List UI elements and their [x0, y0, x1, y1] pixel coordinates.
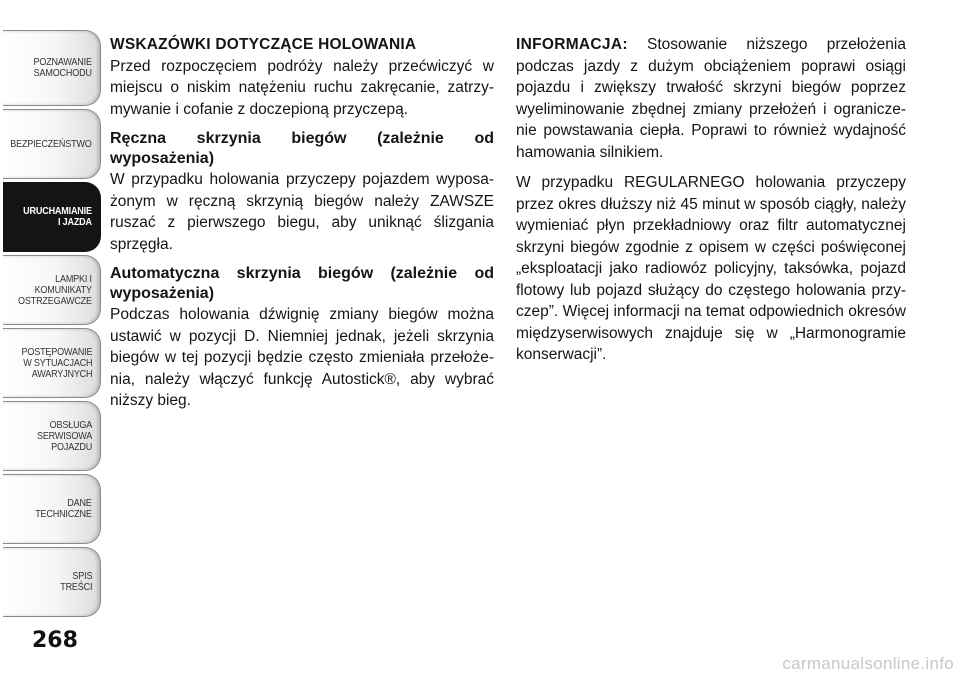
tab-label: LAMPKI I KOMUNIKATY OSTRZEGAWCZE [18, 272, 92, 307]
tab-postepowanie-awaryjne[interactable] [3, 328, 101, 398]
chapter-tabs [0, 0, 104, 678]
automatic-gearbox-paragraph: Podczas holowania dźwignię zmiany biegów można ustawić w pozycji D. Niemniej jednak, jeżeli skrzynia biegów w tej pozycji będzie często zmieniała przełożenia, należy włączyć funkcję Autostick®, aby wybrać niższy bieg. [110, 306, 494, 409]
right-column [516, 34, 906, 366]
watermark: carmanualsonline.info [782, 654, 954, 673]
left-column [110, 34, 494, 412]
page-number: 268 [32, 628, 78, 653]
tab-label: OBSŁUGA SERWISOWA POJAZDU [36, 418, 92, 453]
automatic-gearbox-heading: Automatyczna skrzynia biegów (zależnie od wyposażenia) [110, 265, 494, 302]
info-paragraph [516, 34, 906, 163]
tab-spis-tresci[interactable] [3, 547, 101, 617]
tab-poznawanie-samochodu[interactable] [3, 30, 101, 106]
tab-label: POSTĘPOWANIE W SYTUACJACH AWARYJNYCH [21, 345, 93, 380]
tab-dane-techniczne[interactable] [3, 474, 101, 544]
tab-obsluga-serwisowa[interactable] [3, 401, 101, 471]
tab-label: DANE TECHNICZNE [35, 497, 92, 520]
tab-label: POZNAWANIE SAMOCHODU [33, 56, 92, 79]
tab-lampki-i-komunikaty[interactable] [3, 255, 101, 325]
tab-uruchamianie-i-jazda[interactable] [3, 182, 101, 252]
info-label: INFORMACJA: [516, 36, 628, 53]
intro-paragraph: Przed rozpoczęciem podróży należy przećwiczyć w miejscu o niskim natężeniu ruchu zakręcanie, zatrzymywanie i cofanie z doczepioną przyczepą. [110, 57, 494, 118]
info-text: Stosowanie niższego przełożenia podczas jazdy z dużym obciążeniem poprawi osiągi pojazdu i zwiększy trwałość skrzyni biegów poprzez wyeliminowanie zbędnej zmiany przełożeń i ograniczenie powstawania ciepła. Poprawi to również wydajność hamowania silnikiem. [516, 36, 906, 161]
tab-label: SPIS TREŚCI [59, 570, 92, 593]
tab-bezpieczenstwo[interactable] [3, 109, 101, 179]
regular-towing-paragraph: W przypadku REGULARNEGO holowania przyczepy przez okres dłuższy niż 45 minut w sposób ciągły, należy wymieniać płyn przekładniowy oraz filtr automatycznej skrzyni biegów zgodnie z opisem w części poświęconej „eksploatacji jako radiowóz policyjny, taksówka, pojazd flotowy lub pojazd służący do częstego holowania przyczep”. Więcej informacji na temat odpowiednich okresów międzyserwisowych znajduje się w „Harmonogramie konserwacji”. [516, 174, 906, 363]
tab-label: BEZPIECZEŃSTWO [10, 137, 92, 150]
manual-gearbox-paragraph: W przypadku holowania przyczepy pojazdem wyposażonym w ręczną skrzynią biegów należy ZAWSZE ruszać z pierwszego biegu, aby uniknąć ślizgania sprzęgła. [110, 171, 494, 253]
tab-label: URUCHAMIANIE I JAZDA [23, 205, 92, 228]
section-title: WSKAZÓWKI DOTYCZĄCE HOLOWANIA [110, 36, 417, 53]
manual-gearbox-heading: Ręczna skrzynia biegów (zależnie od wyposażenia) [110, 130, 494, 167]
